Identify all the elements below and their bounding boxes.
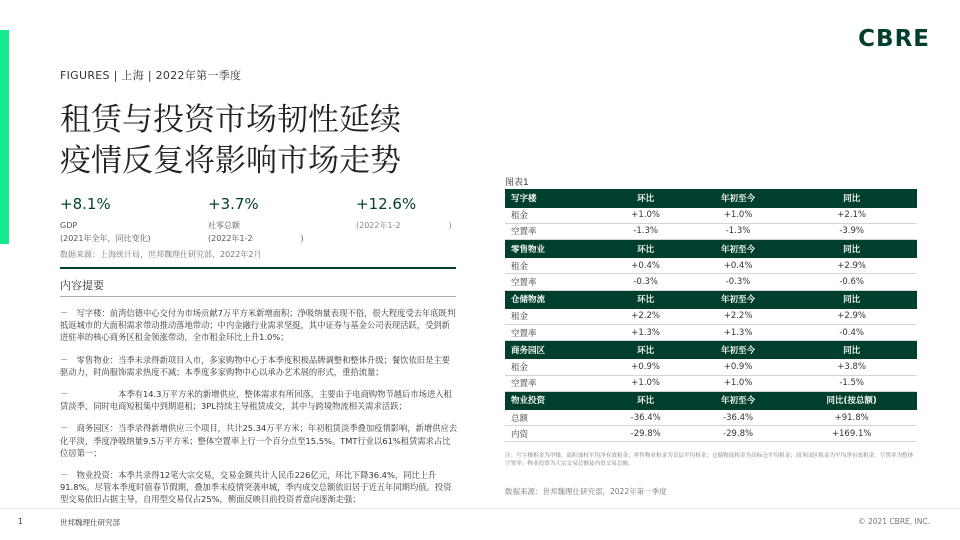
summary-business-park: － 商务园区：当季录得新增供应三个项目，共计25.34万平方米；年初租赁淡季叠加疫情影响，新增供应去化平淡，季度净吸纳量9.5万平方米；整体空置率上行一个百分点至15.5%。TMT行业以61%租赁需求占比位居第一； [60, 423, 458, 458]
row-label: 空置率 [505, 324, 602, 340]
table-row [505, 375, 917, 391]
row-label: 空置率 [505, 274, 602, 290]
section-divider-thin [60, 296, 456, 297]
table-cell: +3.8% [786, 359, 917, 375]
section-divider [60, 267, 456, 269]
table-cell: +1.3% [602, 324, 690, 340]
table-section-header [505, 240, 917, 258]
table-cell: +1.0% [690, 207, 787, 223]
table-cell: -29.8% [602, 426, 690, 442]
page-number: 1 [18, 517, 23, 526]
section-title: 内容提要 [60, 279, 104, 292]
section-name: 零售物业 [505, 240, 602, 258]
table-cell: +0.9% [690, 359, 787, 375]
column-header: 年初至今 [690, 290, 787, 308]
column-header: 年初至今 [690, 189, 787, 207]
column-header: 年初至今 [690, 240, 787, 258]
accent-bar [0, 30, 9, 244]
table-cell: +1.0% [690, 375, 787, 391]
table-row [505, 426, 917, 442]
table-cell: +2.2% [602, 308, 690, 324]
summary-retail: － 零售物业：当季未录得新项目入市，多家购物中心于本季度积极品牌调整和整体升级；餐饮依旧是主要驱动力，时尚服饰需求热度不减；本季度多家购物中心以承办艺术展的形式，重拾流量； [60, 354, 450, 377]
table-cell: -36.4% [602, 409, 690, 425]
row-label: 空置率 [505, 375, 602, 391]
table-cell: +1.0% [602, 375, 690, 391]
table-cell: +2.9% [786, 258, 917, 274]
figure-label: 图表1 [505, 178, 529, 188]
stat-gdp [60, 195, 151, 245]
column-header: 同比(按总额) [786, 391, 917, 409]
row-label: 总额 [505, 409, 602, 425]
stat-third [356, 195, 452, 232]
table-row [505, 324, 917, 340]
table-cell: -0.6% [786, 274, 917, 290]
stat-label [60, 219, 151, 245]
table-cell: +1.3% [690, 324, 787, 340]
table-cell: -0.3% [602, 274, 690, 290]
title-line-1: 租赁与投资市场韧性延续 [60, 102, 401, 138]
table-row [505, 308, 917, 324]
source-note-bottom: 数据来源：世邦魏理仕研究部，2022年第一季度 [505, 487, 667, 496]
column-header: 年初至今 [690, 341, 787, 359]
row-label: 租金 [505, 258, 602, 274]
table-cell: +0.4% [602, 258, 690, 274]
cbre-logo: CBRE [858, 26, 930, 52]
section-name: 仓储物流 [505, 290, 602, 308]
summary-logistics: － 本季有14.3万平方米的新增供应，整体需求有所回落，主要由于电商购物节越后市场进入租赁淡季，同时电商短租集中到期退租；3PL持续主导租赁成交，其中与跨境物流相关需求活跃； [60, 389, 452, 412]
column-header: 同比 [786, 189, 917, 207]
stat-label [356, 219, 452, 232]
table-cell: -36.4% [690, 409, 787, 425]
table-cell: -3.9% [786, 223, 917, 239]
column-header: 环比 [602, 391, 690, 409]
source-note-top: 数据来源：上海统计局，世邦魏理仕研究部，2022年2月 [60, 250, 262, 259]
table-cell: +1.0% [602, 207, 690, 223]
table-section-header [505, 290, 917, 308]
table-row [505, 207, 917, 223]
table-cell: +0.9% [602, 359, 690, 375]
table-cell: +2.1% [786, 207, 917, 223]
section-name: 商务园区 [505, 341, 602, 359]
stat-retail-sales [208, 195, 304, 245]
page-title [60, 100, 401, 182]
column-header: 环比 [602, 290, 690, 308]
summary-office: － 写字楼：前湾信德中心交付为市场贡献7万平方米新增面积；净吸纳量表现不俗，很大程度受去年底既判抵返城市的大面积需求带动推动落地带动；中内金融行业需求坚挺，其中证券与基金公司表现活跃，受到新进驻率的核心商务区租金领涨带动，全市租金环比上升1.0%； [60, 308, 456, 343]
section-name: 物业投资 [505, 391, 602, 409]
table-row [505, 223, 917, 239]
column-header: 同比 [786, 341, 917, 359]
table-cell: -29.8% [690, 426, 787, 442]
table-note: 注：写字楼租金为甲级，面积加权平均净有效租金；零售物业租金为首层平均租金；仓储物流租金为高标仓平均租金；商务园区租金为平均净有效租金，空置率为整体空置率；物业投资为大宗交易总额及内资交易总额。 [505, 453, 914, 467]
column-header: 年初至今 [690, 391, 787, 409]
table-cell: +2.9% [786, 308, 917, 324]
table-cell: -0.3% [690, 274, 787, 290]
table-cell: -1.3% [690, 223, 787, 239]
summary-investment: － 物业投资：本季共录得12笔大宗交易，交易金额共计人民币226亿元，环比下降36.4%，同比上升91.8%。尽管本季度时值春节假期，叠加季末疫情突袭申城，季内成交总额依旧居于近五年同期均值。投资型交易依旧占据主导，自用型交易仅占25%，侧面反映目前投资者意向逐渐走强； [60, 470, 452, 505]
stat-label-period: (2022年1-2 ) [356, 221, 452, 230]
row-label: 租金 [505, 308, 602, 324]
stat-label-period: (2021年全年，同比变化) [60, 234, 151, 243]
report-kicker: FIGURES | 上海 | 2022年第一季度 [60, 69, 242, 82]
footer-copyright: © 2021 CBRE, INC. [858, 517, 930, 526]
table-row [505, 274, 917, 290]
summary-body [60, 307, 458, 516]
footer-divider [0, 508, 960, 509]
table-cell: +91.8% [786, 409, 917, 425]
table-cell: -1.3% [602, 223, 690, 239]
column-header: 环比 [602, 240, 690, 258]
stat-label-name: GDP [60, 221, 78, 230]
row-label: 空置率 [505, 223, 602, 239]
stat-label-name: 社零总额 [208, 221, 240, 230]
table-cell: -1.5% [786, 375, 917, 391]
column-header: 同比 [786, 290, 917, 308]
table-section-header [505, 341, 917, 359]
column-header: 同比 [786, 240, 917, 258]
section-name: 写字楼 [505, 189, 602, 207]
table-cell: +169.1% [786, 426, 917, 442]
title-line-2: 疫情反复将影响市场走势 [60, 143, 401, 179]
footer-department: 世邦魏理仕研究部 [60, 518, 120, 527]
stat-label [208, 219, 304, 245]
table-cell: -0.4% [786, 324, 917, 340]
table-section-header [505, 189, 917, 207]
stat-label-period: (2022年1-2 ) [208, 234, 304, 243]
row-label: 租金 [505, 359, 602, 375]
table-row [505, 359, 917, 375]
table-row [505, 409, 917, 425]
stat-value: +8.1% [60, 195, 111, 213]
table-row [505, 258, 917, 274]
row-label: 内资 [505, 426, 602, 442]
table-cell: +2.2% [690, 308, 787, 324]
stat-value: +3.7% [208, 195, 259, 213]
column-header: 环比 [602, 341, 690, 359]
market-table [505, 189, 917, 442]
table-section-header [505, 391, 917, 409]
row-label: 租金 [505, 207, 602, 223]
stat-value: +12.6% [356, 195, 417, 213]
table-cell: +0.4% [690, 258, 787, 274]
column-header: 环比 [602, 189, 690, 207]
